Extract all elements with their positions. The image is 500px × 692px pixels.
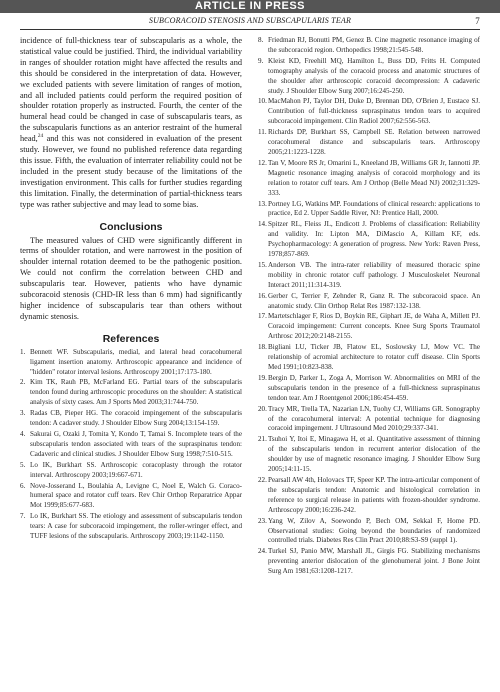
reference-text: Turkel SJ, Panio MW, Marshall JL, Girgis FG. Stabilizing mechanisms preventing anterior dislocation of the glenohumeral joint. J Bone Joint Surg Am 1981;63:1208-1217. bbox=[268, 547, 480, 576]
references-list-right bbox=[258, 36, 480, 577]
references-list-left bbox=[20, 348, 242, 542]
reference-text: Pearsall AW 4th, Holovacs TF, Speer KP. The intra-articular component of the subscapularis tendon: Anatomic and histological correlation in reference to surgical release in patients with frozen-shoulder syndrome. Arthroscopy 2000;16:236-242. bbox=[268, 475, 480, 514]
reference-item bbox=[258, 547, 480, 577]
reference-number: 13. bbox=[258, 199, 267, 208]
conclusions-heading: Conclusions bbox=[99, 220, 163, 233]
running-title: SUBCORACOID STENOSIS AND SUBSCAPULARIS TEAR bbox=[148, 16, 352, 25]
reference-item bbox=[258, 97, 480, 127]
reference-item bbox=[20, 378, 242, 408]
reference-number: 5. bbox=[20, 460, 26, 469]
reference-text: MacMahon PJ, Taylor DH, Duke D, Brennan DD, O'Brien J, Eustace SJ. Contribution of full-thickness supraspinatus tendon tears to acquired subcoracoid impingement. Clin Radiol 2007;62:556-563. bbox=[268, 97, 480, 126]
body-text-segment: incidence of full-thickness tear of subscapularis as a whole, the statistical value could be justified. Third, the individual variability in ranges of shoulder rotation might have affected the results and this should be considered in the interpretation of data. However, we excluded patients with severe limitation of ranges of motion, and all included patients could perform the required position of shoulder rotation properly as instructed. Fourth, the center of the humeral head could be changed in case of subscapularis tears, as the subscapularis functions as an anterior restraint of the humeral head, bbox=[20, 36, 242, 144]
reference-text: Bigliani LU, Ticker JB, Flatow EL, Soslowsky LJ, Mow VC. The relationship of acromial architecture to rotator cuff disease. Clin Sports Med 1991;10:823-838. bbox=[268, 343, 480, 371]
reference-item bbox=[258, 312, 480, 342]
reference-text: Gerber C, Terrier F, Zehnder R, Ganz R. The subcoracoid space. An anatomic study. Clin Orthop Relat Res 1987:132-138. bbox=[268, 291, 480, 310]
reference-item bbox=[258, 57, 480, 97]
reference-item bbox=[258, 435, 480, 475]
reference-number: 3. bbox=[20, 409, 26, 418]
reference-item bbox=[20, 430, 242, 460]
reference-number: 7. bbox=[20, 512, 26, 521]
reference-item bbox=[20, 461, 242, 481]
reference-text: Tracy MR, Trella TA, Nazarian LN, Tuohy CJ, Williams GR. Sonography of the coracohumeral interval: A potential technique for diagnosing coracoid impingement. J Ultrasound Med 2010;29:337-341. bbox=[268, 404, 480, 433]
right-column bbox=[258, 36, 480, 686]
reference-item bbox=[258, 128, 480, 158]
reference-item bbox=[20, 482, 242, 512]
article-in-press-banner: ARTICLE IN PRESS bbox=[0, 0, 500, 13]
reference-number: 17. bbox=[258, 312, 267, 321]
reference-number: 16. bbox=[258, 291, 267, 300]
reference-item bbox=[258, 374, 480, 404]
running-header bbox=[20, 15, 480, 30]
reference-item bbox=[20, 512, 242, 542]
reference-item bbox=[20, 409, 242, 429]
reference-text: Lo IK, Burkhart SS. Arthroscopic coracoplasty through the rotator interval. Arthroscopy 2003;19:667-671. bbox=[30, 460, 242, 479]
reference-number: 18. bbox=[258, 343, 267, 352]
reference-text: Kim TK, Rauh PB, McFarland EG. Partial tears of the subscapularis tendon found during arthroscopic procedures on the shoulder: A statistical analysis of sixty cases. Am J Sports Med 2003;31:744-750. bbox=[30, 378, 242, 407]
citation-marker: 24 bbox=[37, 133, 44, 140]
reference-text: Portney LG, Watkins MP. Foundations of clinical research: applications to practice, Ed 2. Upper Saddle River, NJ: Prentice Hall, 2000. bbox=[268, 199, 480, 218]
reference-number: 15. bbox=[258, 260, 267, 269]
reference-number: 8. bbox=[258, 36, 264, 44]
reference-number: 6. bbox=[20, 481, 26, 490]
reference-item bbox=[258, 343, 480, 373]
reference-item bbox=[258, 220, 480, 260]
reference-number: 11. bbox=[258, 128, 267, 137]
reference-text: Sakurai G, Ozaki J, Tomita Y, Kondo T, Tamai S. Incomplete tears of the subscapularis tendon associated with tears of the supraspinatus tendon: Cadaveric and clinical studies. J Shoulder Elbow Surg 1998;7:510-515. bbox=[30, 430, 242, 458]
reference-number: 4. bbox=[20, 430, 26, 438]
reference-item bbox=[20, 348, 242, 378]
body-text-segment: and this was not considered in evaluation of the present study. However, we found no published reference data regarding this issue. Fifth, the evaluation of interrater reliability could not be included in the present study because of the limitations of the investigation environment. This calls for further studies regarding this limitation. Finally, the determination of partial-thickness tears type was rather subjective and may lead to some bias. bbox=[20, 134, 242, 209]
reference-item bbox=[258, 292, 480, 312]
left-column bbox=[20, 36, 242, 686]
reference-text: Nove-Josserand L, Boulahia A, Levigne C, Noel E, Walch G. Coraco-humeral space and rotator cuff tears. Rev Chir Orthop Reparatrice Appar Mot 1999;85:677-683. bbox=[30, 481, 242, 510]
reference-text: Richards DP, Burkhart SS, Campbell SE. Relation between narrowed coracohumeral distance and subscapularis tears. Arthroscopy 2005;21:1223-1228. bbox=[268, 128, 480, 156]
reference-item bbox=[258, 36, 480, 56]
reference-item bbox=[258, 261, 480, 291]
reference-text: Bergin D, Parker L, Zoga A, Morrison W. Abnormalities on MRI of the subscapularis tendon in the presence of a full-thickness supraspinatus tendon tear. Am J Roentgenol 2006;186:454-459. bbox=[268, 373, 480, 402]
reference-number: 14. bbox=[258, 220, 267, 229]
reference-text: Friedman RJ, Bonutti PM, Genez B. Cine magnetic resonance imaging of the subcoracoid region. Orthopedics 1998;21:545-548. bbox=[268, 36, 480, 54]
reference-number: 22. bbox=[258, 475, 267, 484]
reference-text: Kleist KD, Freehill MQ, Hamilton L, Buss DD, Fritts H. Computed tomography analysis of the coracoid process and anatomic structures of the shoulder after arthroscopic coracoid decompression: A cadaveric study. J Shoulder Elbow Surg 2007;16:245-250. bbox=[268, 56, 480, 95]
reference-number: 19. bbox=[258, 373, 267, 382]
reference-item bbox=[258, 200, 480, 220]
reference-text: Anderson VB. The intra-rater reliability of measured thoracic spine mobility in chronic rotator cuff pathology. J Musculoskelet Neuronal Interact 2011;11:314-319. bbox=[268, 260, 480, 289]
reference-item bbox=[258, 517, 480, 547]
reference-number: 20. bbox=[258, 404, 267, 413]
reference-text: Tsuhoi Y, Itoi E, Minagawa H, et al. Quantitative assessment of thinning of the subscapularis tendon in recurrent anterior dislocation of the shoulder by use of magnetic resonance imaging. J Shoulder Elbow Surg 2005;14:11-15. bbox=[268, 435, 480, 474]
page-number: 7 bbox=[475, 16, 480, 26]
reference-number: 21. bbox=[258, 435, 267, 444]
conclusions-paragraph: The measured values of CHD were significantly different in terms of shoulder rotation, and were narrowest in the position of shoulder internal rotation deemed to be the pathogenic position. We could not confirm the correlation between CHD and subscapularis tear. However, patients who have dynamic subcoracoid stenosis (CHD-IR less than 6 mm) had significantly higher incidence of subscapularis tear than others without dynamic stenosis. bbox=[20, 235, 242, 321]
reference-number: 1. bbox=[20, 347, 26, 356]
reference-number: 2. bbox=[20, 378, 26, 387]
references-heading: References bbox=[102, 332, 160, 345]
reference-number: 10. bbox=[258, 97, 267, 106]
reference-number: 12. bbox=[258, 158, 267, 167]
reference-text: Yang W, Zilov A, Soewondo P, Bech OM, Sekkal F, Home PD. Observational studies: Going beyond the boundaries of randomized controlled trials. Diabetes Res Clin Pract 2010;88:S3-S9 (suppl 1). bbox=[268, 516, 480, 545]
reference-number: 23. bbox=[258, 516, 267, 525]
reference-number: 9. bbox=[258, 56, 264, 65]
reference-text: Martetschlager F, Rios D, Boykin RE, Giphart JE, de Waha A, Millett PJ. Coracoid impingement: Current concepts. Knee Surg Sports Traumatol Arthrosc 2012;20:2148-2155. bbox=[268, 312, 480, 341]
body-paragraph bbox=[20, 36, 242, 211]
reference-text: Spitzer RL, Fleiss JL, Endicott J. Problems of classification: Reliability and validity. In: Lipton MA, DiMascio A, Killam KF, eds. Psychopharmacology: A generation of progress. New York: Raven Press, 1978;857-869. bbox=[268, 220, 480, 259]
reference-text: Lo IK, Burkhart SS. The etiology and assessment of subscapularis tendon tears: A case for subcoracoid impingement, the roller-wringer effect, and TUFF lesions of the subscapularis. Arthroscopy 2003;19:1142-1150. bbox=[30, 512, 242, 541]
reference-item bbox=[258, 405, 480, 435]
reference-number: 24. bbox=[258, 547, 267, 556]
reference-text: Bennett WF. Subscapularis, medial, and lateral head coracohumeral ligament insertion anatomy. Arthroscopic appearance and incidence of "hidden" rotator interval lesions. Arthroscopy 2001;17:173-180. bbox=[30, 347, 242, 376]
reference-item bbox=[258, 159, 480, 199]
reference-item bbox=[258, 476, 480, 516]
reference-text: Radas CB, Pieper HG. The coracoid impingement of the subscapularis tendon: A cadaver study. J Shoulder Elbow Surg 2004;13:154-159. bbox=[30, 409, 242, 428]
reference-text: Tan V, Moore RS Jr, Omarini L, Kneeland JB, Williams GR Jr, Iannotti JP. Magnetic resonance imaging analysis of coracoid morphology and its relation to rotator cuff tears. Am J Orthop (Belle Mead NJ) 2002;31:329-333. bbox=[268, 158, 480, 197]
